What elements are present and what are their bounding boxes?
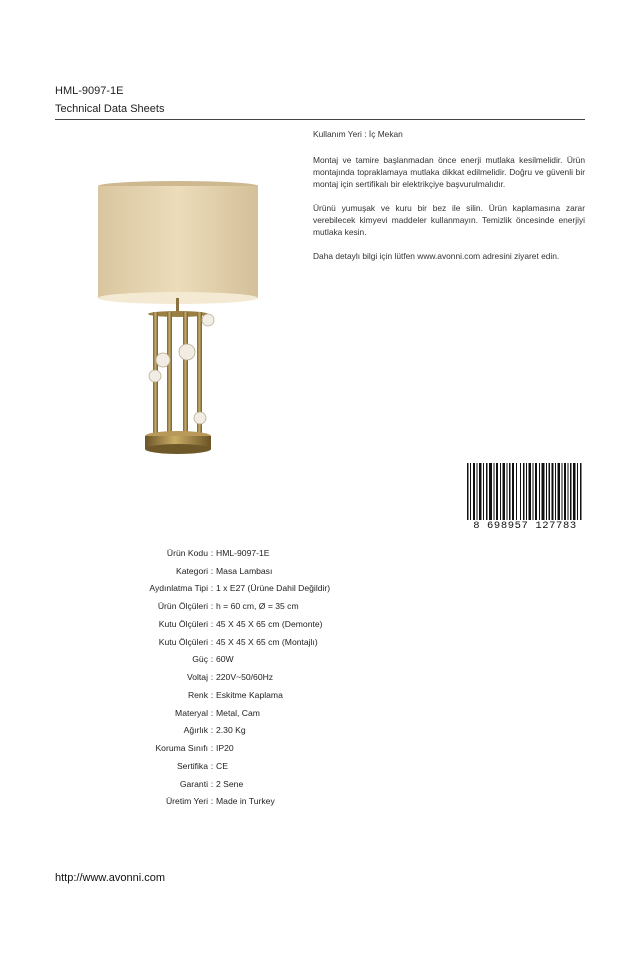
spec-value: IP20 [216, 743, 234, 754]
footer-website-url: http://www.avonni.com [55, 872, 166, 884]
spec-value: Masa Lambası [216, 565, 273, 576]
spec-separator: : [210, 565, 214, 576]
spec-row-color [100, 686, 330, 704]
spec-separator: : [210, 689, 214, 700]
spec-label: Kategori [175, 565, 208, 576]
cleaning-paragraph: Ürünü yumuşak ve kuru bir bez ile silin. Ürün kaplamasına zarar verebilecek kimyevi maddeler kullanmayın. Temizlik öncesinde enerjiyi mutlaka kesin. [313, 203, 585, 237]
spec-row-box-dimensions-assembled [100, 633, 330, 651]
spec-row-origin [100, 793, 330, 811]
spec-row-material [100, 704, 330, 722]
spec-row-product-dimensions [100, 597, 330, 615]
spec-value: 1 x E27 (Ürüne Dahil Değildir) [216, 583, 331, 594]
spec-label: Ağırlık [183, 725, 208, 736]
spec-row-weight [100, 722, 330, 740]
spec-separator: : [210, 743, 214, 754]
spec-row-certificate [100, 757, 330, 775]
spec-label: Güç [192, 654, 208, 665]
spec-row-box-dimensions-disassembled [100, 615, 330, 633]
spec-value: Metal, Cam [216, 707, 260, 718]
barcode-number: 8 698957 127783 [465, 520, 585, 533]
specifications-table [100, 544, 330, 810]
spec-row-warranty [100, 775, 330, 793]
spec-separator: : [210, 725, 214, 736]
document-subtitle: Technical Data Sheets [55, 103, 165, 115]
website-paragraph: Daha detaylı bilgi için lütfen www.avonni.com adresini ziyaret edin. [313, 251, 560, 261]
spec-label: Voltaj [186, 672, 208, 683]
spec-separator: : [210, 672, 214, 683]
spec-value: 45 X 45 X 65 cm (Montajlı) [216, 636, 318, 647]
spec-label: Materyal [175, 707, 208, 718]
spec-separator: : [210, 778, 214, 789]
spec-separator: : [210, 760, 214, 771]
spec-row-product-code [100, 544, 330, 562]
spec-separator: : [210, 601, 214, 612]
spec-label: Ürün Kodu [166, 547, 208, 558]
product-code-title: HML-9097-1E [55, 85, 124, 97]
spec-value: CE [216, 760, 228, 771]
spec-label: Sertifika [176, 760, 208, 771]
spec-value: 2.30 Kg [216, 725, 246, 736]
spec-label: Renk [187, 689, 208, 700]
spec-separator: : [210, 796, 214, 807]
spec-label: Üretim Yeri [165, 796, 208, 807]
spec-label: Garanti [179, 778, 208, 789]
spec-value: HML-9097-1E [216, 547, 270, 558]
usage-location: Kullanım Yeri : İç Mekan [313, 129, 403, 139]
spec-separator: : [210, 583, 214, 594]
spec-label: Koruma Sınıfı [155, 743, 208, 754]
spec-value: h = 60 cm, Ø = 35 cm [216, 601, 299, 612]
header-divider [55, 119, 585, 120]
safety-paragraph: Montaj ve tamire başlanmadan önce enerji mutlaka kesilmelidir. Ürün montajında topraklamaya mutlaka dikkat edilmelidir. Doğru ve güvenli bir montaj için sertifikalı bir elektrikçiye başvurulmalıdır. [313, 155, 585, 189]
spec-row-power [100, 651, 330, 669]
spec-value: Made in Turkey [216, 796, 275, 807]
spec-label: Kutu Ölçüleri [158, 636, 208, 647]
spec-label: Aydınlatma Tipi [149, 583, 208, 594]
spec-row-category [100, 562, 330, 580]
product-image-table-lamp [95, 180, 265, 460]
spec-separator: : [210, 547, 214, 558]
spec-value: 2 Sene [216, 778, 244, 789]
spec-value: 220V~50/60Hz [216, 672, 274, 683]
spec-separator: : [210, 636, 214, 647]
spec-separator: : [210, 618, 214, 629]
spec-row-lighting-type [100, 580, 330, 598]
spec-separator: : [210, 654, 214, 665]
spec-row-voltage [100, 668, 330, 686]
spec-row-protection-class [100, 739, 330, 757]
spec-separator: : [210, 707, 214, 718]
spec-label: Kutu Ölçüleri [158, 618, 208, 629]
spec-label: Ürün Ölçüleri [157, 601, 208, 612]
info-block [313, 128, 585, 274]
spec-value: 60W [216, 654, 234, 665]
spec-value: Eskitme Kaplama [216, 689, 283, 700]
spec-value: 45 X 45 X 65 cm (Demonte) [216, 618, 323, 629]
